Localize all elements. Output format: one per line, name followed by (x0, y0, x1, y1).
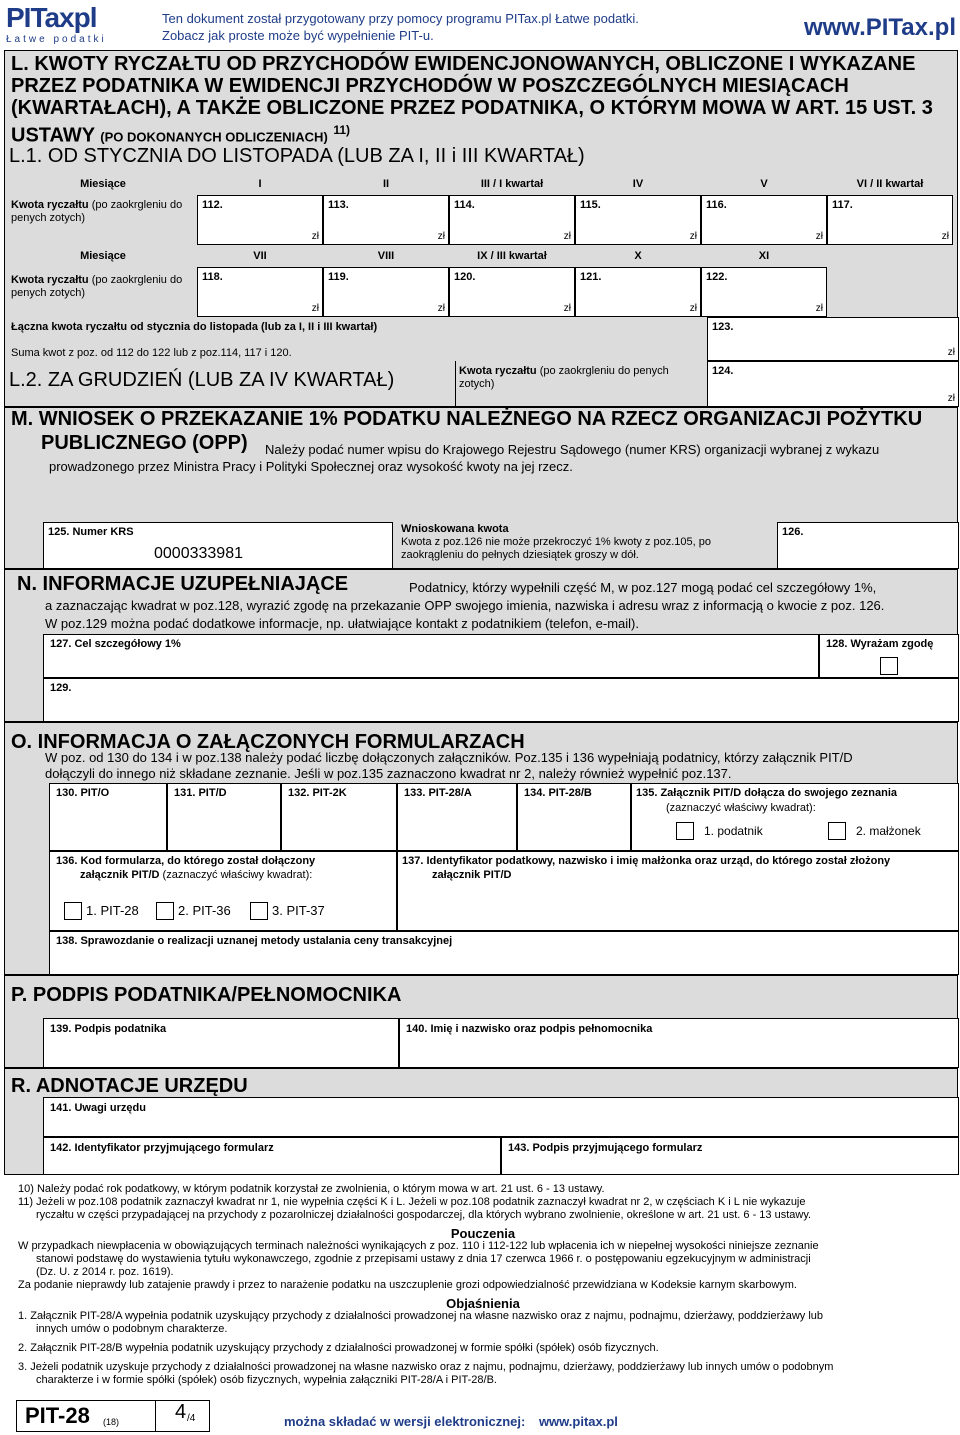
currency-118: zł (311, 303, 319, 314)
field-126-label: 126. (782, 526, 804, 538)
field-140-label: 140. Imię i nazwisko oraz podpis pełnomocnika (406, 1023, 653, 1035)
months-label-2: Miesiące (80, 250, 126, 262)
field-130-label: 130. PIT/O (56, 787, 110, 799)
row2-months (197, 245, 827, 267)
section-o-desc-line2: dołączyli do innego niż składane zeznanie. Jeśli w poz.135 zaznaczono kwadrat nr 2, należy również wypełnić poz.137. (45, 766, 732, 781)
pouczenia-line4: Za podanie nieprawdy lub zatajenie prawdy i przez to narażenie podatku na uszczuplenie grozi odpowiedzialność przewidziana w Kodeksie karnym skarbowym. (18, 1279, 797, 1291)
field-132-label: 132. PIT-2K (288, 787, 347, 799)
section-o-title: O. INFORMACJA O ZAŁĄCZONYCH FORMULARZACH (11, 731, 525, 753)
electronic-note-text: można składać w wersji elektronicznej: (284, 1414, 526, 1429)
section-m (4, 407, 958, 569)
row1-fields (197, 195, 953, 245)
month-7: VII (253, 250, 267, 262)
objasnienia-title: Objaśnienia (446, 1296, 520, 1311)
section-r (4, 1068, 958, 1175)
section-l2-title: L.2. ZA GRUDZIEŃ (LUB ZA IV KWARTAŁ) (9, 369, 395, 391)
field-135 (631, 783, 959, 851)
field-136-label: 136. Kod formularza, do którego został dołączony (56, 855, 316, 867)
label-135-podatnik: 1. podatnik (704, 824, 763, 838)
field-135-sub: (zaznaczyć właściwy kwadrat): (666, 802, 816, 814)
month-9: IX / III kwartał (477, 250, 547, 262)
field-130[interactable] (49, 783, 167, 851)
section-o (4, 722, 958, 975)
month-1: I (258, 178, 262, 190)
header-note-line1: Ten dokument został przygotowany przy pomocy programu PITax.pl Łatwe podatki. (162, 11, 639, 26)
footnotes (18, 1183, 948, 1387)
objasnienia-3-line2: charakterze i w formie spółki (spółek) osób fizycznych, wypełnia załączniki PIT-28/A i PIT-28/B. (36, 1374, 497, 1386)
field-134-label: 134. PIT-28/B (524, 787, 592, 799)
pouczenia-title: Pouczenia (450, 1226, 516, 1241)
section-l-footnote-ref: 11) (333, 123, 351, 137)
checkbox-136-pit37[interactable] (250, 902, 268, 920)
pitax-logo (6, 2, 146, 48)
form-id-box (16, 1400, 210, 1432)
field-116[interactable] (701, 195, 827, 245)
field-129-label: 129. (50, 682, 72, 694)
field-112[interactable] (197, 195, 323, 245)
field-119[interactable] (323, 267, 449, 317)
field-117-label: 117. (832, 199, 853, 211)
field-119-label: 119. (328, 271, 349, 283)
field-116-label: 116. (706, 199, 727, 211)
month-6: VI / II kwartał (856, 178, 924, 190)
requested-amount-title: Wnioskowana kwota (401, 523, 509, 535)
requested-amount-note2: zaokrągleniu do pełnych dziesiątek groszy w dół. (401, 549, 639, 561)
field-115-label: 115. (580, 199, 601, 211)
section-n-desc-line3: W poz.129 można podać dodatkowe informacje, np. ułatwiające kontakt z podatnikiem (telefon, e-mail). (45, 616, 639, 631)
label-136-pit28: 1. PIT-28 (86, 903, 139, 918)
field-123-label: 123. (712, 321, 734, 333)
currency-123: zł (947, 347, 955, 358)
amount-label-1 (11, 199, 195, 225)
electronic-url-link[interactable]: www.pitax.pl (538, 1414, 618, 1429)
currency-114: zł (563, 231, 571, 242)
field-136-sub (80, 869, 312, 881)
field-128-label: 128. Wyrażam zgodę (826, 638, 934, 650)
field-135-label: 135. Załącznik PIT/D dołącza do swojego zeznania (636, 787, 898, 799)
field-143-label: 143. Podpis przyjmującego formularz (508, 1142, 703, 1154)
field-122-label: 122. (706, 271, 728, 283)
field-140[interactable] (399, 1018, 959, 1068)
sum-note: Suma kwot z poz. od 112 do 122 lub z poz.114, 117 i 120. (11, 347, 292, 359)
field-114[interactable] (449, 195, 575, 245)
field-124-label: 124. (712, 365, 734, 377)
objasnienia-2: 2. Załącznik PIT-28/B wypełnia podatnik uzyskujący przychody z działalności prowadzonej w formie spółki (spółek) osób fizycznych. (18, 1342, 659, 1354)
field-138-label: 138. Sprawozdanie o realizacji uznanej metody ustalania ceny transakcyjnej (56, 935, 453, 947)
field-142[interactable] (43, 1137, 501, 1175)
section-l1-title: L.1. OD STYCZNIA DO LISTOPADA (LUB ZA I, II i III KWARTAŁ) (9, 145, 585, 167)
amount-label-1-rest: (po zaokrgleniu do penych zotych) (11, 199, 183, 224)
field-127[interactable] (43, 634, 819, 678)
section-n (4, 569, 958, 722)
section-l-title (11, 53, 951, 149)
field-138[interactable] (49, 931, 959, 975)
row2-fields (197, 267, 827, 317)
month-10: X (634, 250, 642, 262)
footnote-11-line2: ryczałtu w części przypadającej na przychody z pozarolniczej działalności gospodarczej, dla których wybrano zwolnienie, określone w art. 21 ust. 6 - 13 ustawy. (36, 1209, 812, 1221)
currency-116: zł (815, 231, 823, 242)
form-id-divider (155, 1401, 156, 1431)
field-136-sub-bold: załącznik PIT/D (80, 869, 160, 881)
field-123[interactable] (707, 317, 959, 361)
field-115[interactable] (575, 195, 701, 245)
total-label: Łączna kwota ryczałtu od stycznia do listopada (lub za I, II i III kwartał) (11, 321, 378, 333)
section-m-title-line1: M. WNIOSEK O PRZEKAZANIE 1% PODATKU NALEŻNEGO NA RZECZ ORGANIZACJI POŻYTKU (11, 408, 923, 430)
field-113[interactable] (323, 195, 449, 245)
amount-label-1-bold: Kwota ryczałtu (11, 199, 89, 211)
currency-115: zł (689, 231, 697, 242)
footnote-11-line1: 11) Jeżeli w poz.108 podatnik zaznaczył kwadrat nr 1, nie wypełnia części K i L. Jeżeli w poz.108 podatnik zaznaczył kwadrat nr 2, w częściach K i L nie wykazuje (18, 1196, 806, 1208)
field-117[interactable] (827, 195, 953, 245)
amount-label-2-bold: Kwota ryczałtu (11, 274, 89, 286)
field-136-sub-rest: (zaznaczyć właściwy kwadrat): (159, 869, 313, 881)
field-112-label: 112. (202, 199, 223, 211)
section-p-title: P. PODPIS PODATNIKA/PEŁNOMOCNIKA (11, 984, 402, 1006)
page-number: 4 (175, 1401, 187, 1423)
currency-121: zł (689, 303, 697, 314)
l2-amount-label (455, 361, 707, 406)
field-141-label: 141. Uwagi urzędu (50, 1102, 146, 1114)
field-128 (819, 634, 959, 678)
page-total: /4 (187, 1413, 196, 1424)
field-142-label: 142. Identyfikator przyjmującego formularz (50, 1142, 274, 1154)
section-r-title: R. ADNOTACJE URZĘDU (11, 1075, 248, 1097)
field-120-label: 120. (454, 271, 476, 283)
pouczenia-line3: (Dz. U. z 2014 r. poz. 1619). (36, 1266, 174, 1278)
currency-119: zł (437, 303, 445, 314)
field-133-label: 133. PIT-28/A (404, 787, 472, 799)
label-136-pit37: 3. PIT-37 (272, 903, 325, 918)
field-132[interactable] (281, 783, 397, 851)
footnote-10: 10) Należy podać rok podatkowy, w którym podatnik korzystał ze zwolnienia, o którym mowa w art. 21 ust. 6 - 13 ustawy. (18, 1183, 605, 1195)
field-131-label: 131. PIT/D (174, 787, 227, 799)
krs-value: 0000333981 (154, 545, 243, 562)
field-137[interactable] (397, 851, 959, 931)
field-137-sub: załącznik PIT/D (432, 869, 512, 881)
section-l-title-text: L. KWOTY RYCZAŁTU OD PRZYCHODÓW EWIDENCJONOWANYCH, OBLICZONE I WYKAZANE PRZEZ PODATNIKA W EWIDENCJI PRZYCHODÓW W POSZCZEGÓLNYCH MIESIĄCACH (KWARTAŁACH), A TAKŻE OBLICZONE PRZEZ PODATNIKA, O KTÓRYM MOWA W ART. 15 UST. 3 USTAWY (11, 53, 933, 147)
currency-112: zł (311, 231, 319, 242)
currency-124: zł (947, 393, 955, 404)
currency-120: zł (563, 303, 571, 314)
field-122[interactable] (701, 267, 827, 317)
month-3: III / I kwartał (480, 178, 544, 190)
field-127-label: 127. Cel szczegółowy 1% (50, 638, 181, 650)
consent-checkbox[interactable] (880, 657, 898, 675)
row1-months (197, 173, 953, 195)
objasnienia-3-line1: 3. Jeżeli podatnik uzyskuje przychody z działalności prowadzonej na własne nazwisko oraz z najmu, podnajmu, dzierżawy, poddzierżawy lub innych umów o podobnym (18, 1361, 834, 1373)
field-143[interactable] (501, 1137, 959, 1175)
section-p (4, 975, 958, 1068)
field-121-label: 121. (580, 271, 602, 283)
field-125-krs[interactable] (43, 522, 393, 569)
field-121[interactable] (575, 267, 701, 317)
amount-label-2-rest: (po zaokrgleniu do penych zotych) (11, 274, 183, 299)
label-135-malzonek: 2. małżonek (856, 824, 921, 838)
requested-amount-note1: Kwota z poz.126 nie może przekroczyć 1% kwoty z poz.105, po (401, 536, 711, 548)
section-m-desc-line2: prowadzonego przez Ministra Pracy i Polityki Społecznej oraz wysokość kwoty na jej rzecz. (49, 459, 573, 474)
section-l-title-suffix: (PO DOKONANYCH ODLICZENIACH) (100, 129, 328, 145)
section-l (4, 50, 958, 407)
requested-amount-label (401, 523, 777, 562)
l2-amount-label-bold: Kwota ryczałtu (459, 365, 537, 377)
pouczenia-line2: stanowi podstawę do wystawienia tytułu wykonawczego, zgodnie z przepisami ustawy z dnia 17 czerwca 1966 r. o postępowaniu egzekucyjnym w administracji (36, 1253, 811, 1265)
field-136 (49, 851, 397, 931)
field-126[interactable] (777, 522, 959, 569)
checkbox-136-pit28[interactable] (64, 902, 82, 920)
field-141[interactable] (43, 1097, 959, 1137)
field-129[interactable] (43, 678, 959, 722)
l2-amount-label-rest: (po zaokrgleniu do penych zotych) (459, 365, 669, 390)
logo-sub-text: Łatwe podatki (6, 34, 107, 45)
header-note-line2[interactable]: Zobacz jak proste może być wypełnienie PIT-u. (162, 28, 434, 43)
section-n-title: N. INFORMACJE UZUPEŁNIAJĄCE (17, 573, 349, 595)
form-code: PIT-28 (25, 1403, 90, 1428)
currency-113: zł (437, 231, 445, 242)
field-118[interactable] (197, 267, 323, 317)
month-4: IV (632, 178, 644, 190)
header-url-link[interactable]: www.PITax.pl (803, 14, 956, 41)
field-114-label: 114. (454, 199, 475, 211)
section-m-title-line2: PUBLICZNEGO (OPP) (41, 432, 248, 454)
field-113-label: 113. (328, 199, 349, 211)
field-131[interactable] (167, 783, 281, 851)
section-m-desc-line1: Należy podać numer wpisu do Krajowego Rejestru Sądowego (numer KRS) organizacji wybranej z wykazu (265, 442, 880, 457)
form-version: (18) (103, 1417, 120, 1427)
currency-122: zł (815, 303, 823, 314)
months-label-1: Miesiące (80, 178, 126, 190)
pouczenia-line1: W przypadkach niewpłacenia w obowiązujących terminach należności wynikających z poz. 110 i 112-122 lub wpłacenia ich w niepełnej wysokości niniejsze zeznanie (18, 1240, 819, 1252)
month-8: VIII (377, 250, 395, 262)
field-118-label: 118. (202, 271, 223, 283)
field-134[interactable] (517, 783, 631, 851)
month-2: II (382, 178, 390, 190)
checkbox-136-pit36[interactable] (156, 902, 174, 920)
section-n-desc-line2: a zaznaczając kwadrat w poz.128, wyrazić zgodę na przekazanie OPP swojego imienia, nazwiska i adresu wraz z informacją o kwocie z poz. 126. (45, 598, 885, 613)
objasnienia-1-line1: 1. Załącznik PIT-28/A wypełnia podatnik uzyskujący przychody z działalności prowadzonej na własne nazwisko oraz z najmu, podnajmu, dzierżawy, poddzierżawy lub (18, 1310, 824, 1322)
field-137-label: 137. Identyfikator podatkowy, nazwisko i imię małżonka oraz urząd, do którego został złożony (402, 855, 891, 867)
label-136-pit36: 2. PIT-36 (178, 903, 231, 918)
electronic-note (284, 1414, 618, 1429)
objasnienia-1-line2: innych umów o podobnym charakterze. (36, 1323, 228, 1335)
checkbox-135-malzonek[interactable] (828, 822, 846, 840)
section-n-desc-line1: Podatnicy, którzy wypełnili część M, w poz.127 mogą podać cel szczegółowy 1%, (409, 580, 877, 595)
month-11: XI (758, 250, 770, 262)
section-o-desc-line1: W poz. od 130 do 134 i w poz.138 należy podać liczbę dołączonych załączników. Poz.135 i 136 wypełniają podatnicy, którzy załącznik PIT/D (45, 750, 853, 765)
field-133[interactable] (397, 783, 517, 851)
field-139[interactable] (43, 1018, 399, 1068)
field-139-label: 139. Podpis podatnika (50, 1023, 167, 1035)
currency-117: zł (941, 231, 949, 242)
field-125-label: 125. Numer KRS (48, 526, 134, 538)
field-120[interactable] (449, 267, 575, 317)
amount-label-2 (11, 274, 195, 300)
logo-main-text: PITaxpl (6, 2, 97, 33)
header-note (162, 10, 639, 44)
month-5: V (760, 178, 768, 190)
field-124[interactable] (707, 361, 959, 407)
checkbox-135-podatnik[interactable] (676, 822, 694, 840)
